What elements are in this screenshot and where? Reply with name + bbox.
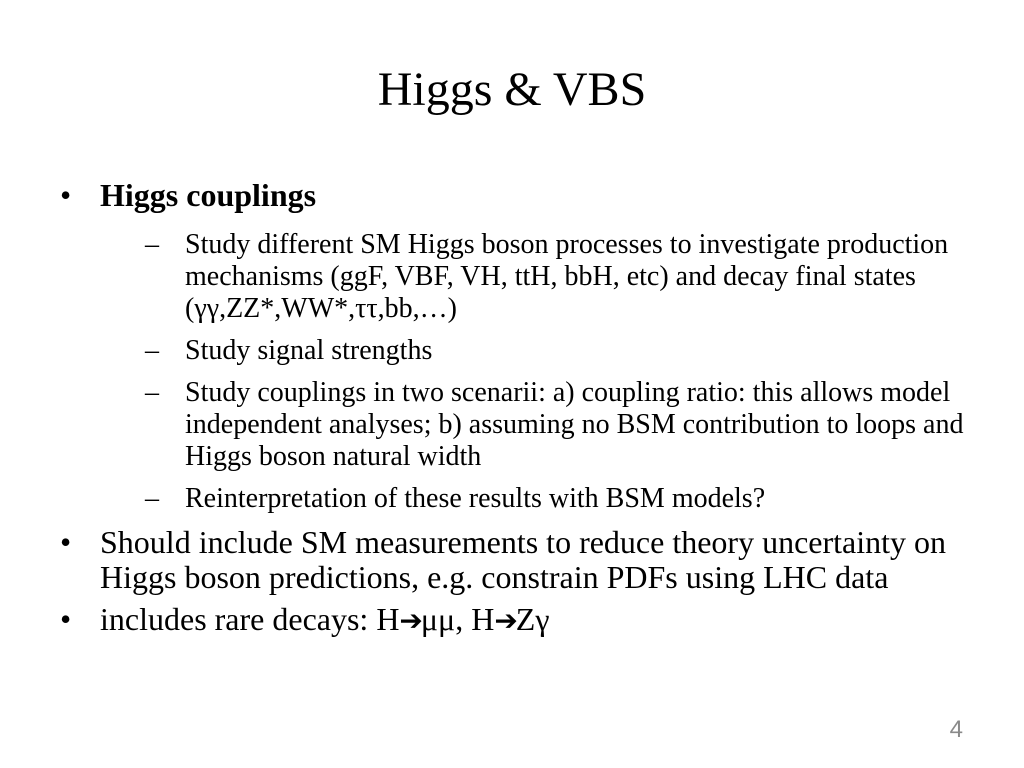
sub-bullet-marker: – xyxy=(145,483,159,514)
sub-bullet-signal-strengths xyxy=(100,335,965,367)
sub-bullet-coupling-scenarios xyxy=(100,377,965,473)
sub-bullet-list xyxy=(100,229,965,515)
bullet-rare-decays xyxy=(60,602,965,638)
bullet-higgs-couplings xyxy=(60,178,965,515)
sub-bullet-processes xyxy=(100,229,965,325)
rare-decays-text-part-1: includes rare decays: H xyxy=(100,601,400,637)
page-number: 4 xyxy=(949,716,963,743)
sub-bullet-marker: – xyxy=(145,377,159,408)
rare-decays-text-part-3: Zγ xyxy=(515,601,550,637)
sub-bullet-marker: – xyxy=(145,229,159,260)
bullet-marker: • xyxy=(60,601,72,637)
right-arrow-icon: ➔ xyxy=(399,604,421,637)
rare-decays-text-part-2: μμ, H xyxy=(420,601,495,637)
sub-bullet-reinterpretation xyxy=(100,483,965,515)
sub-bullet-text: Study signal strengths xyxy=(185,335,433,366)
sub-bullet-text: Reinterpretation of these results with BSM models? xyxy=(185,483,766,514)
bullet-text: Should include SM measurements to reduce theory uncertainty on Higgs boson predictions, e.g. constrain PDFs using LHC data xyxy=(100,524,947,595)
bullet-text xyxy=(100,601,549,637)
slide-body xyxy=(60,178,965,645)
bullet-marker: • xyxy=(60,524,72,560)
bullet-sm-measurements xyxy=(60,525,965,595)
slide-title: Higgs & VBS xyxy=(377,63,647,116)
right-arrow-icon: ➔ xyxy=(494,604,516,637)
sub-bullet-marker: – xyxy=(145,335,159,366)
bullet-text: Higgs couplings xyxy=(100,177,317,213)
sub-bullet-text: Study different SM Higgs boson processes to investigate production mechanisms (ggF, VBF, VH, ttH, bbH, etc) and decay final states (γγ,ZZ*,WW*,ττ,bb,…) xyxy=(185,229,949,324)
bullet-marker: • xyxy=(60,177,72,213)
sub-bullet-text: Study couplings in two scenarii: a) coupling ratio: this allows model independent analyses; b) assuming no BSM contribution to loops and Higgs boson natural width xyxy=(185,377,964,472)
